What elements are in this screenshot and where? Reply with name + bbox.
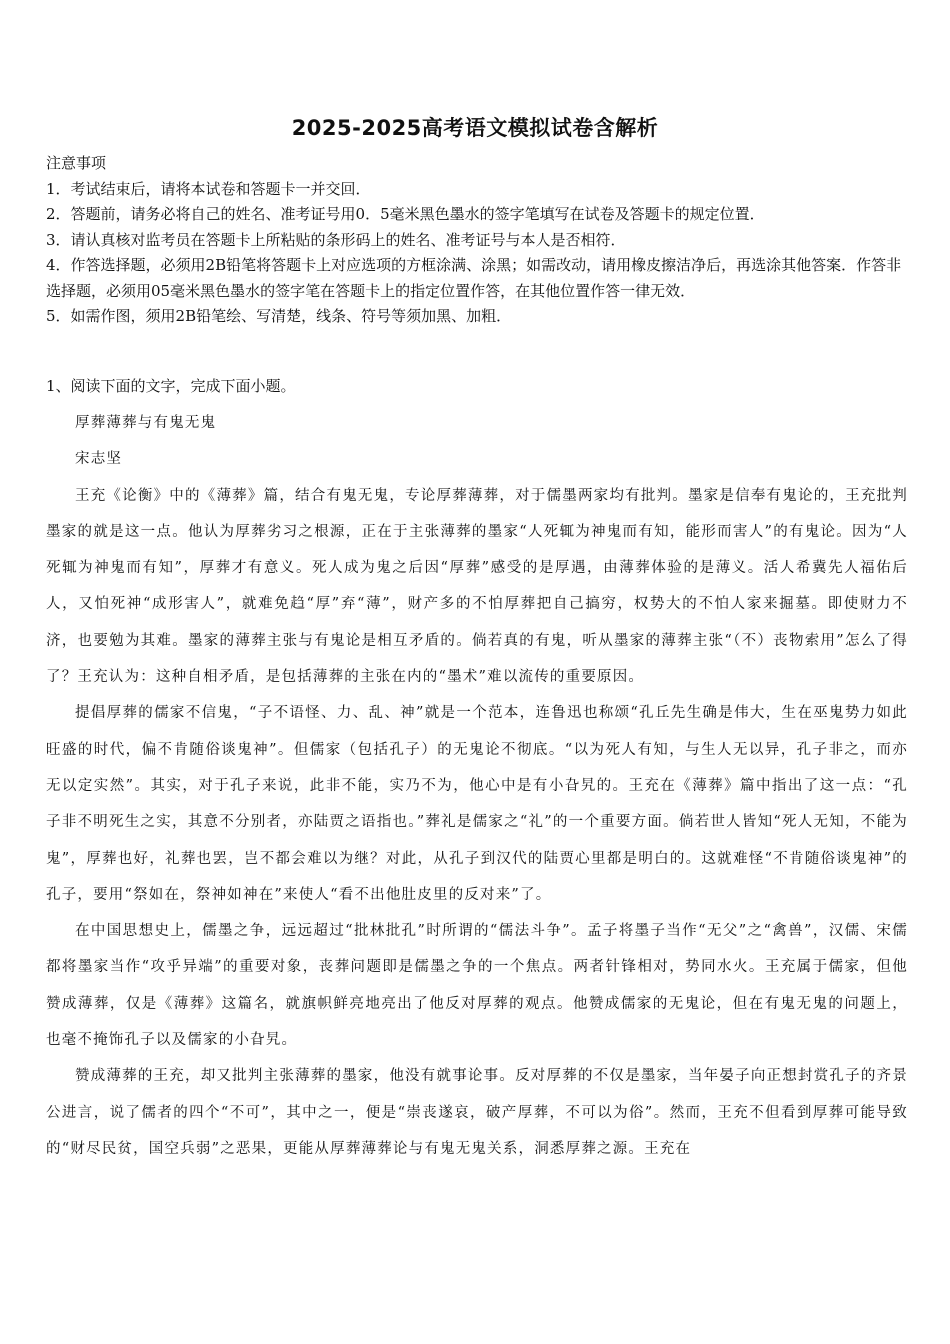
passage-title: 厚葬薄葬与有鬼无鬼 bbox=[75, 415, 217, 431]
notice-heading: 注意事项 bbox=[46, 154, 107, 172]
passage-author: 宋志坚 bbox=[75, 451, 123, 468]
passage-paragraph: 提倡厚葬的儒家不信鬼，“子不语怪、力、乱、神”就是一个范本，连鲁迅也称颂“孔丘先生确是伟大，生在巫鬼势力如此旺盛的时代，偏不肯随俗谈鬼神”。但儒家（包括孔子）的无鬼论不彻底。“以为死人有知，与生人无以异，孔子非之，而亦无以定实然”。其实，对于孔子来说，此非不能，实乃不为，他心中是有小旮旯的。王充在《薄葬》篇中指出了这一点：“孔子非不明死生之实，其意不分别者，亦陆贾之语指也。”葬礼是儒家之“礼”的一个重要方面。倘若世人皆知“死人无知，不能为鬼”，厚葬也好，礼葬也罢，岂不都会难以为继？对此，从孔子到汉代的陆贾心里都是明白的。这就难怪“不肯随俗谈鬼神”的孔子，要用“祭如在，祭神如神在”来使人“看不出他肚皮里的反对来”了。 bbox=[46, 705, 908, 903]
notice-item: 3．请认真核对监考员在答题卡上所粘贴的条形码上的姓名、准考证号与本人是否相符． bbox=[46, 230, 626, 249]
reading-passage bbox=[46, 405, 908, 1167]
notice-item: 4．作答选择题，必须用2B铅笔将答题卡上对应选项的方框涂满、涂黑；如需改动，请用橡皮擦洁净后，再选涂其他答案．作答非选择题，必须用05毫米黑色墨水的签字笔在答题卡上的指定位置作答，在其他位置作答一律无效． bbox=[46, 256, 902, 300]
notice-item: 5．如需作图，须用2B铅笔绘、写清楚，线条、符号等须加黑、加粗． bbox=[46, 307, 512, 325]
page-title: 2025-2025高考语文模拟试卷含解析 bbox=[291, 116, 659, 140]
passage-paragraph: 王充《论衡》中的《薄葬》篇，结合有鬼无鬼，专论厚葬薄葬，对于儒墨两家均有批判。墨家是信奉有鬼论的，王充批判墨家的就是这一点。他认为厚葬劣习之根源，正在于主张薄葬的墨家“人死辄为神鬼而有知，能形而害人”的有鬼论。因为“人死辄为神鬼而有知”，厚葬才有意义。死人成为鬼之后因“厚葬”感受的是厚遇，由薄葬体验的是薄义。活人希冀先人福佑后人，又怕死神“成形害人”，就难免趋“厚”弃“薄”，财产多的不怕厚葬把自己搞穷，权势大的不怕人家来掘墓。即使财力不济，也要勉为其难。墨家的薄葬主张与有鬼论是相互矛盾的。倘若真的有鬼，听从墨家的薄葬主张“（不）丧物索用”怎么了得了？王充认为：这种自相矛盾，是包括薄葬的主张在内的“墨术”难以流传的重要原因。 bbox=[46, 487, 908, 686]
notice-item: 2．答题前，请务必将自己的姓名、准考证号用0．5毫米黑色墨水的签字笔填写在试卷及答题卡的规定位置． bbox=[46, 205, 765, 223]
question-prompt: 1、阅读下面的文字，完成下面小题。 bbox=[46, 377, 296, 395]
notice-section bbox=[46, 151, 910, 330]
passage-paragraph: 在中国思想史上，儒墨之争，远远超过“批林批孔”时所谓的“儒法斗争”。孟子将墨子当作“无父”之“禽兽”，汉儒、宋儒都将墨家当作“攻乎异端”的重要对象，丧葬问题即是儒墨之争的一个焦点。两者针锋相对，势同水火。王充属于儒家，但他赞成薄葬，仅是《薄葬》这篇名，就旗帜鲜亮地亮出了他反对厚葬的观点。他赞成儒家的无鬼论，但在有鬼无鬼的问题上，也毫不掩饰孔子以及儒家的小旮旯。 bbox=[46, 923, 908, 1049]
notice-item: 1．考试结束后，请将本试卷和答题卡一并交回． bbox=[46, 179, 371, 198]
passage-paragraph: 赞成薄葬的王充，却又批判主张薄葬的墨家，他没有就事论事。反对厚葬的不仅是墨家，当年晏子向正想封赏孔子的齐景公进言，说了儒者的四个“不可”，其中之一，便是“崇丧遂哀，破产厚葬，不可以为俗”。然而，王充不但看到厚葬可能导致的“财尽民贫，国空兵弱”之恶果，更能从厚葬薄葬论与有鬼无鬼关系，洞悉厚葬之源。王充在 bbox=[46, 1068, 908, 1157]
